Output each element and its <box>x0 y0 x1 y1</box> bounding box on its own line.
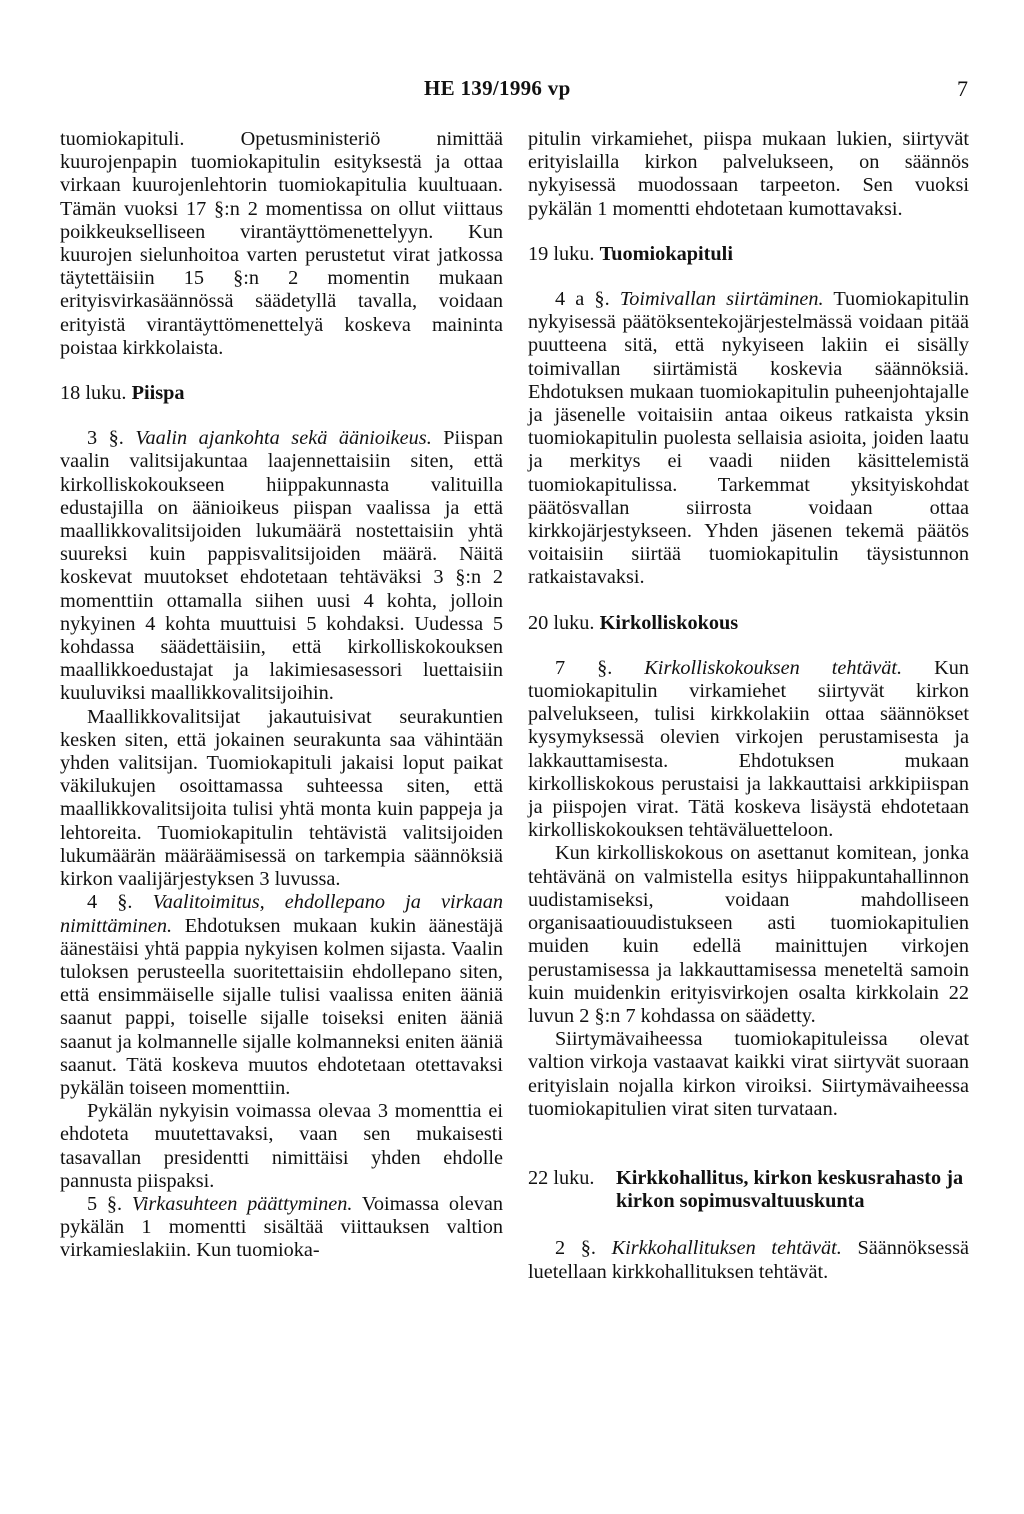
paragraph: pitulin virkamiehet, piispa mukaan lukien, siirtyvät erityislailla kirkon palvelukseen, on säännös nykyisessä muodossaan tarpeeton. Sen vuoksi pykälän 1 momentti ehdotetaan kumottavaksi. <box>528 128 969 220</box>
chapter-heading-18 <box>60 382 503 405</box>
section-number: 4 §. <box>87 891 133 914</box>
left-column <box>60 128 503 1263</box>
chapter-heading-22 <box>528 1167 969 1213</box>
chapter-title: Kirkkohallitus, kirkon keskusrahasto ja kirkon sopimusvaltuuskunta <box>616 1166 964 1213</box>
section-title: Virkasuhteen päättyminen. <box>131 1192 353 1215</box>
chapter-number: 18 luku. <box>60 382 127 405</box>
section-3 <box>60 427 503 705</box>
paragraph: Siirtymävaiheessa tuomiokapituleissa olevat valtion virkoja vastaavat kaikki virat siirtyvät suoraan erityislain nojalla kirkon viroiksi. Siirtymävaiheessa tuomiokapitulien virat siten turvataan. <box>528 1028 969 1120</box>
section-number: 3 §. <box>87 427 124 450</box>
section-4 <box>60 891 503 1100</box>
section-text: Ehdotuksen mukaan kukin äänestäjä äänestäisi yhtä pappia nykyisen kolmen sijasta. Vaalin tuloksen perusteella suoritettaisiin ehdollepano siten, että ensimmäiselle sijalle tulisi vaalissa eniten ääniä saanut pappi, toiselle sijalle toiseksi eniten ääniä saanut ja kolmannelle sijalle kolmanneksi eniten ääniä saanut. Tätä koskeva muutos ehdotetaan otettavaksi pykälän toiseen momenttiin. <box>60 914 503 1099</box>
paragraph: Kun kirkolliskokous on asettanut komitean, jonka tehtävänä on valmistella esitys hiippakuntahallinnon uudistamiseksi, voidaan mahdolliseen organisaatiouudistukseen asti tuomiokapitulien muiden kuin edellä mainittujen virkojen perustamisessa ja lakkauttamisessa meneteltä samoin kuin muidenkin erityisvirkojen osalta kirkkolain 22 luvun 2 §:n 7 kohdassa on säädetty. <box>528 842 969 1027</box>
chapter-title: Tuomiokapituli <box>599 242 733 265</box>
section-text: Säännöksessä luetellaan kirkkohallituksen tehtävät. <box>528 1237 969 1283</box>
section-title: Vaalitoimitus, ehdollepano ja virkaan nimittäminen. <box>60 891 503 937</box>
section-text: Voimassa olevan pykälän 1 momentti sisältää viittauksen valtion virkamieslakiin. Kun tuomioka- <box>60 1192 503 1262</box>
section-number: 5 §. <box>87 1192 123 1215</box>
section-number: 4 a §. <box>555 288 610 311</box>
page-number: 7 <box>957 76 968 101</box>
paragraph: Pykälän nykyisin voimassa olevaa 3 momenttia ei ehdoteta muutettavaksi, vaan sen mukaisesti tasavallan presidentti nimittäisi yhden ehdolle pannusta piispaksi. <box>60 1100 503 1192</box>
chapter-heading-19 <box>528 243 969 266</box>
section-text: Kun tuomiokapitulin virkamiehet siirtyvät kirkon palvelukseen, tulisi kirkkolakiin ottaa säännökset kysymyksessä olevien virkojen perustamisesta ja lakkauttamisesta. Ehdotuksen mukaan kirkolliskokous perustaisi ja lakkauttaisi arkkipiispan ja piispojen virat. Tätä koskeva lisäystä ehdotetaan kirkolliskokouksen tehtäväluetteloon. <box>528 656 970 842</box>
page-header <box>0 76 1024 106</box>
section-7 <box>528 657 969 843</box>
section-5 <box>60 1193 503 1263</box>
section-title: Kirkolliskokouksen tehtävät. <box>644 656 903 679</box>
right-column <box>528 128 969 1284</box>
section-title: Kirkkohallituksen tehtävät. <box>611 1237 842 1260</box>
chapter-heading-20 <box>528 612 969 635</box>
section-4a <box>528 288 969 590</box>
section-text: Tuomiokapitulin nykyisessä päätöksentekojärjestelmässä voidaan pitää puutteena sitä, että nykyiseen lakiin ei sisälly toimivallan siirtämistä koskevia säännöksiä. Ehdotuksen mukaan tuomiokapitulin puheenjohtajalle ja jäsenelle voitaisiin antaa oikeus ratkaista yksin tuomiokapitulin puolesta sellaisia asioita, joiden laatu ja merkitys ei vaadi niiden käsittelemistä tuomiokapitulissa. Tarkemmat yksityiskohdat päätösvallan siirrosta voidaan ottaa kirkkojärjestykseen. Yhden jäsenen tekemä päätös voitaisiin siirtää tuomiokapitulin täysistunnon ratkaistavaksi. <box>528 288 969 589</box>
section-title: Vaalin ajankohta sekä äänioikeus. <box>135 427 432 450</box>
section-number: 7 §. <box>555 656 613 679</box>
section-title: Toimivallan siirtäminen. <box>619 288 824 311</box>
section-number: 2 §. <box>555 1237 596 1260</box>
chapter-number: 22 luku. <box>528 1166 595 1189</box>
chapter-title: Piispa <box>131 382 185 405</box>
section-2 <box>528 1237 969 1283</box>
section-text: Piispan vaalin valitsijakuntaa laajennettaisiin siten, että kirkolliskokoukseen hiippakunnasta valituilla edustajilla on äänioikeus piispan vaalissa ja että maallikkovalitsijoiden lukumäärä nostettaisiin yhtä suureksi kuin pappisvalitsijoiden määrä. Näitä koskevat muutokset ehdotetaan tehtäväksi 3 §:n 2 momenttiin ottamalla siihen uusi 4 kohta, jolloin nykyinen 4 kohta muuttuisi 5 kohdaksi. Uudessa 5 kohdassa säädettäisiin, että kirkolliskokouksen maallikkoedustajat ja lakimiesasessori luettaisiin kuuluviksi maallikkovalitsijoihin. <box>60 427 504 705</box>
paragraph: tuomiokapituli. Opetusministeriö nimittää kuurojenpapin tuomiokapitulin esityksestä ja ottaa virkaan kuurojenlehtorin tuomiokapitulia kuultuaan. Tämän vuoksi 17 §:n 2 momentissa on ollut viittaus poikkeukselliseen virantäyttömenettelyyn. Kun kuurojen sielunhoitoa varten perustetut virat jatkossa täytettäisiin 15 §:n 2 momentin mukaan erityisvirkasäännössä säädetyllä tavalla, voidaan erityistä virantäyttömenettelyä koskeva maininta poistaa kirkkolaista. <box>60 128 503 359</box>
chapter-number: 20 luku. <box>528 611 595 634</box>
chapter-number: 19 luku. <box>528 242 595 265</box>
document-id: HE 139/1996 vp <box>424 76 571 100</box>
chapter-title: Kirkolliskokous <box>599 611 739 634</box>
paragraph: Maallikkovalitsijat jakautuisivat seurakuntien kesken siten, että jokainen seurakunta saa vähintään yhden valitsijan. Tuomiokapituli jakaisi loput paikat väkilukujen osoittamassa suhteessa siten, että maallikkovalitsijoita tulisi yhtä monta kuin pappeja ja lehtoreita. Tuomiokapitulin tehtävistä valitsijoiden lukumäärän määräämisessä on tarkempia säännöksiä kirkon vaalijärjestyksen 3 luvussa. <box>60 705 503 891</box>
